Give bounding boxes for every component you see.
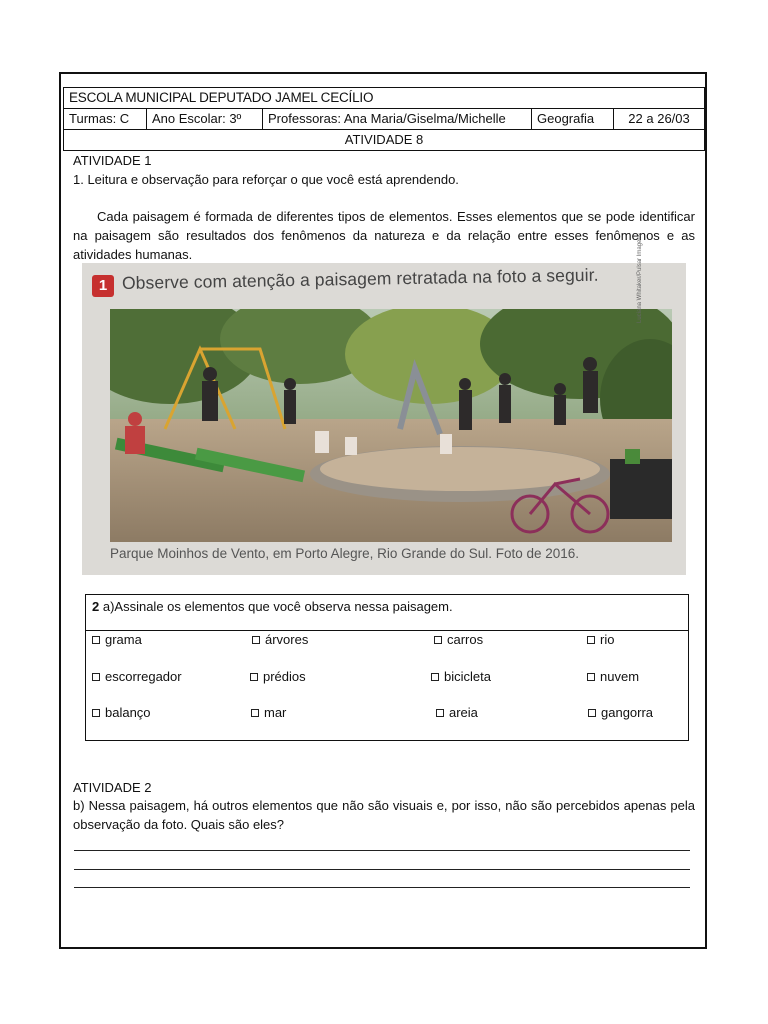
answer-line-1[interactable] — [74, 850, 690, 851]
checkbox[interactable] — [251, 709, 259, 717]
question2-box — [85, 594, 689, 741]
option-bicicleta[interactable] — [431, 668, 491, 686]
option-carros[interactable] — [434, 631, 483, 649]
activity2-title: ATIVIDADE 2 — [73, 780, 152, 795]
park-photo — [110, 309, 672, 542]
option-label: gangorra — [601, 705, 654, 720]
activity1-title: ATIVIDADE 1 — [73, 153, 152, 168]
answer-line-3[interactable] — [74, 887, 690, 888]
option-label: árvores — [265, 632, 309, 647]
professoras-cell: Professoras: Ana Maria/Giselma/Michelle — [263, 109, 532, 130]
checkbox[interactable] — [587, 636, 595, 644]
disciplina-cell: Geografia — [532, 109, 614, 130]
option-label: grama — [105, 632, 142, 647]
checkbox[interactable] — [431, 673, 439, 681]
activity2-question: b) Nessa paisagem, há outros elementos que não são visuais e, por isso, não são percebidos apenas pela observação da foto. Quais são eles? — [73, 798, 695, 832]
option-mar[interactable] — [251, 704, 286, 722]
checkbox[interactable] — [250, 673, 258, 681]
option-escorregador[interactable] — [92, 668, 182, 686]
school-name: ESCOLA MUNICIPAL DEPUTADO JAMEL CECÍLIO — [64, 88, 705, 109]
option-balanco[interactable] — [92, 704, 151, 722]
photo-credit: Luciana Whitaker/Pulsar Imagens — [637, 233, 643, 323]
option-label: areia — [449, 705, 478, 720]
question2-text: a)Assinale os elementos que você observa nessa paisagem. — [99, 599, 453, 614]
periodo-cell: 22 a 26/03 — [614, 109, 705, 130]
question2-heading — [92, 597, 453, 616]
answer-line-2[interactable] — [74, 869, 690, 870]
checkbox[interactable] — [92, 709, 100, 717]
checkbox[interactable] — [588, 709, 596, 717]
activity1-paragraph: Cada paisagem é formada de diferentes tipos de elementos. Esses elementos que se pode identificar na paisagem são resultados dos fenômenos da natureza e da relação entre esses fenômenos e as atividades humanas. — [73, 209, 695, 262]
option-label: nuvem — [600, 669, 640, 684]
option-areia[interactable] — [436, 704, 478, 722]
checkbox[interactable] — [434, 636, 442, 644]
option-grama[interactable] — [92, 631, 142, 649]
option-nuvem[interactable] — [587, 668, 639, 686]
option-label: carros — [447, 632, 484, 647]
option-rio[interactable] — [587, 631, 614, 649]
photo-number-badge: 1 — [92, 275, 114, 297]
ano-escolar-cell: Ano Escolar: 3º — [147, 109, 263, 130]
option-gangorra[interactable] — [588, 704, 653, 722]
checkbox[interactable] — [436, 709, 444, 717]
option-predios[interactable] — [250, 668, 306, 686]
option-label: rio — [600, 632, 615, 647]
atividade-title: ATIVIDADE 8 — [64, 130, 705, 151]
checkbox[interactable] — [92, 673, 100, 681]
option-label: mar — [264, 705, 287, 720]
option-label: balanço — [105, 705, 151, 720]
option-label: escorregador — [105, 669, 182, 684]
checkbox[interactable] — [252, 636, 260, 644]
option-arvores[interactable] — [252, 631, 308, 649]
option-label: prédios — [263, 669, 306, 684]
activity1-instruction: 1. Leitura e observação para reforçar o que você está aprendendo. — [73, 172, 459, 187]
photo-title: Observe com atenção a paisagem retratada na foto a seguir. — [121, 264, 599, 293]
checkbox[interactable] — [587, 673, 595, 681]
turmas-cell: Turmas: C — [64, 109, 147, 130]
photo-caption: Parque Moinhos de Vento, em Porto Alegre, Rio Grande do Sul. Foto de 2016. — [110, 546, 580, 561]
checkbox[interactable] — [92, 636, 100, 644]
option-label: bicicleta — [444, 669, 491, 684]
question2-number: 2 — [92, 599, 100, 614]
header-table — [63, 87, 705, 151]
